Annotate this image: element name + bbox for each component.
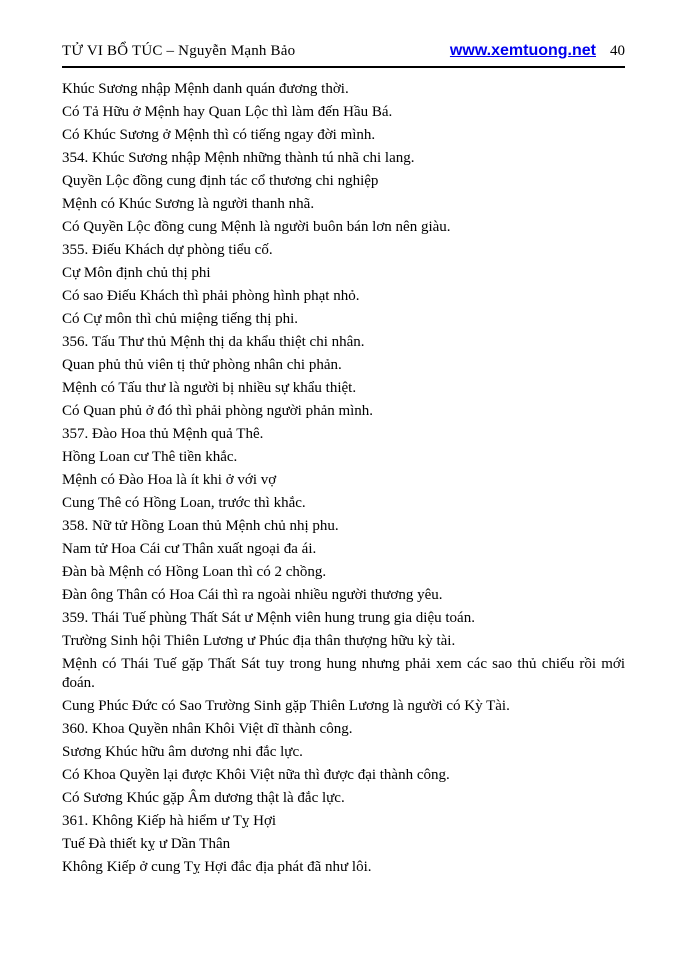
text-line: Mệnh có Đào Hoa là ít khi ở với vợ [62, 472, 277, 488]
text-line: 361. Không Kiếp hà hiểm ư Tỵ Hợi [62, 813, 277, 829]
text-line: Hồng Loan cư Thê tiền khắc. [62, 449, 238, 465]
text-line: Sương Khúc hữu âm dương nhi đắc lực. [62, 744, 303, 760]
text-line: Có Cự môn thì chủ miệng tiếng thị phi. [62, 311, 299, 327]
text-line: 359. Thái Tuế phùng Thất Sát ư Mệnh viên hung trung gia diệu toán. [62, 610, 475, 626]
text-line: Có Sương Khúc gặp Âm dương thật là đắc lực. [62, 790, 345, 806]
text-line: Đàn bà Mệnh có Hồng Loan thì có 2 chồng. [62, 564, 327, 580]
text-line: Mệnh có Tấu thư là người bị nhiều sự khẩu thiệt. [62, 380, 357, 396]
text-line: Cung Phúc Đức có Sao Trường Sinh gặp Thiên Lương là người có Kỳ Tài. [62, 698, 510, 714]
text-line: 360. Khoa Quyền nhân Khôi Việt dĩ thành công. [62, 721, 353, 737]
text-line: 355. Điếu Khách dự phòng tiểu cố. [62, 242, 273, 258]
text-line: Có Khúc Sương ở Mệnh thì có tiếng ngay đời mình. [62, 127, 376, 143]
text-line: Cự Môn định chủ thị phi [62, 265, 211, 281]
text-line: 357. Đào Hoa thủ Mệnh quả Thê. [62, 426, 264, 442]
text-line: Đàn ông Thân có Hoa Cái thì ra ngoài nhiều người thương yêu. [62, 587, 443, 603]
body-text [0, 68, 686, 877]
text-line: Nam tử Hoa Cái cư Thân xuất ngoại đa ái. [62, 541, 317, 557]
text-line: Có Quyền Lộc đồng cung Mệnh là người buôn bán lơn nên giàu. [62, 219, 451, 235]
text-line: 358. Nữ tử Hồng Loan thủ Mệnh chủ nhị phu. [62, 518, 339, 534]
text-line: Mệnh có Khúc Sương là người thanh nhã. [62, 196, 315, 212]
text-line: Có Khoa Quyền lại được Khôi Việt nữa thì được đại thành công. [62, 767, 450, 783]
text-line: Có Tả Hữu ở Mệnh hay Quan Lộc thì làm đến Hầu Bá. [62, 104, 393, 120]
text-line: Khúc Sương nhập Mệnh danh quán đương thời. [62, 81, 349, 97]
book-title: TỬ VI BỔ TÚC – Nguyễn Mạnh Bảo [62, 43, 296, 59]
text-line: Có sao Điếu Khách thì phải phòng hình phạt nhỏ. [62, 288, 360, 304]
text-line: Mệnh có Thái Tuế gặp Thất Sát tuy trong hung nhưng phải xem các sao thủ chiếu rồi mới đoán. [62, 656, 625, 691]
text-line: 356. Tấu Thư thủ Mệnh thị da khẩu thiệt chi nhân. [62, 334, 365, 350]
text-line: Quyền Lộc đồng cung định tác cổ thương chi nghiệp [62, 173, 379, 189]
page-header [0, 0, 686, 60]
website-link[interactable]: www.xemtuong.net [449, 42, 596, 59]
text-line: Trường Sinh hội Thiên Lương ư Phúc địa thân thượng hữu kỳ tài. [62, 633, 456, 649]
page-number: 40 [610, 43, 625, 59]
text-line: Có Quan phủ ở đó thì phải phòng người phản mình. [62, 403, 374, 419]
text-line: 354. Khúc Sương nhập Mệnh những thành tú nhã chi lang. [62, 150, 415, 166]
text-line: Tuế Đà thiết kỵ ư Dần Thân [62, 836, 231, 852]
text-line: Không Kiếp ở cung Tỵ Hợi đắc địa phát đã như lôi. [62, 859, 372, 875]
text-line: Cung Thê có Hồng Loan, trước thì khắc. [62, 495, 306, 511]
text-line: Quan phủ thủ viên tị thử phòng nhân chi phản. [62, 357, 342, 373]
